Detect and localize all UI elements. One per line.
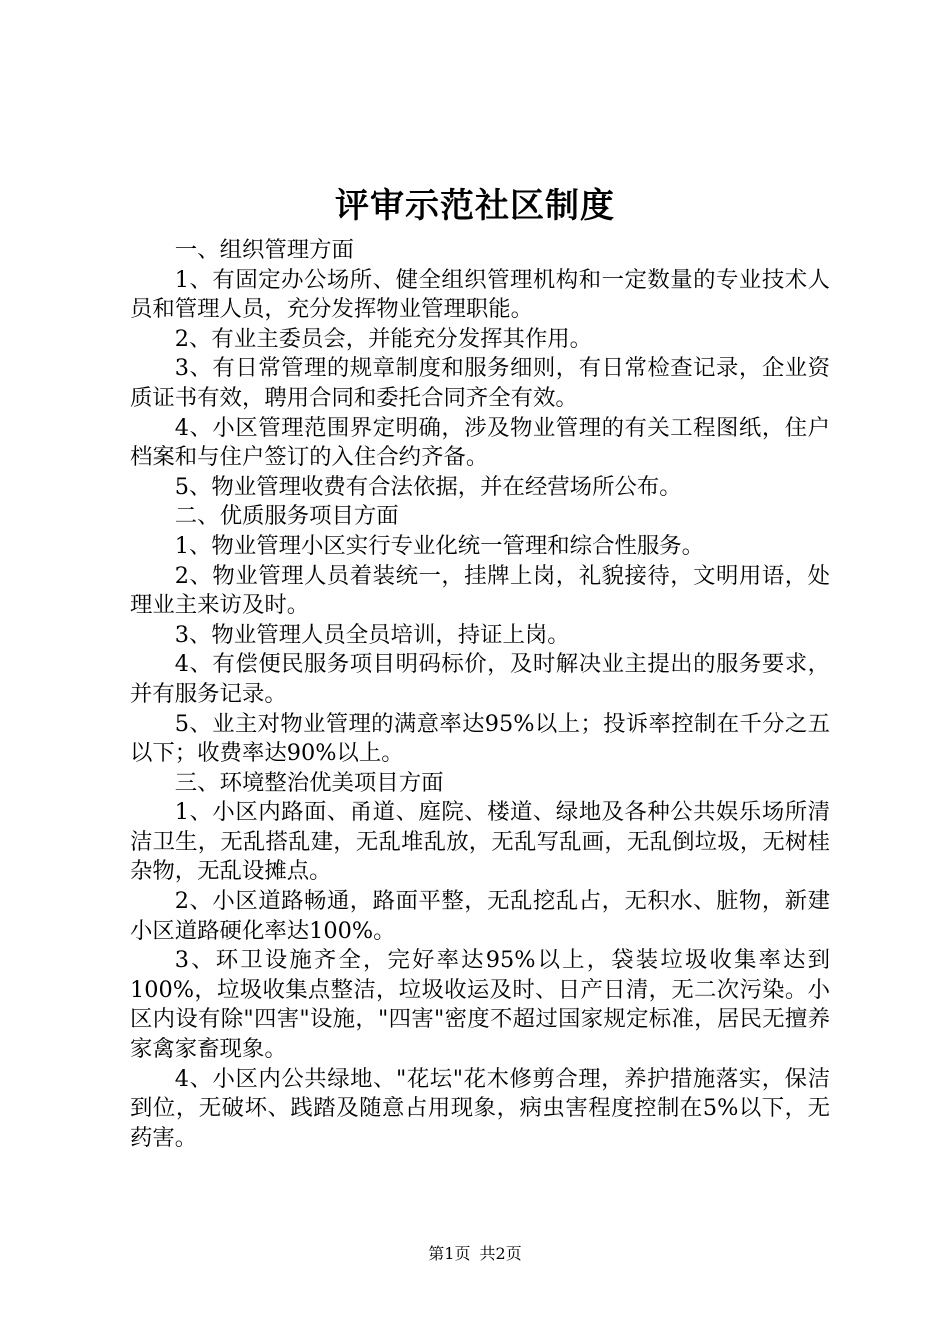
paragraph: 3、物业管理人员全员培训，持证上岗。	[174, 621, 570, 648]
section-heading-3: 三、环境整治优美项目方面	[174, 769, 444, 796]
document-body	[130, 236, 830, 1153]
paragraph: 4、有偿便民服务项目明码标价，及时解决业主提出的服务要求，并有服务记录。	[130, 651, 830, 707]
paragraph: 3、环卫设施齐全，完好率达95%以上，袋装垃圾收集率达到100%，垃圾收集点整洁，垃圾收运及时、日产日清，无二次污染。小区内设有除"四害"设施，"四害"密度不超过国家规定标准，居民无擅养家禽家畜现象。	[130, 947, 830, 1063]
section-heading-2: 二、优质服务项目方面	[174, 503, 399, 530]
paragraph: 1、物业管理小区实行专业化统一管理和综合性服务。	[174, 532, 705, 559]
paragraph: 2、物业管理人员着装统一，挂牌上岗，礼貌接待，文明用语，处理业主来访及时。	[130, 562, 830, 619]
paragraph: 2、有业主委员会，并能充分发挥其作用。	[174, 325, 593, 352]
paragraph: 5、物业管理收费有合法依据，并在经营场所公布。	[174, 473, 682, 500]
paragraph: 2、小区道路畅通，路面平整，无乱挖乱占，无积水、脏物，新建小区道路硬化率达100%。	[130, 888, 830, 944]
document-title: 评审示范社区制度	[335, 186, 615, 226]
paragraph: 1、小区内路面、甬道、庭院、楼道、绿地及各种公共娱乐场所清洁卫生，无乱搭乱建，无乱堆乱放，无乱写乱画，无乱倒垃圾，无树桂杂物，无乱设摊点。	[130, 799, 830, 885]
paragraph: 1、有固定办公场所、健全组织管理机构和一定数量的专业技术人员和管理人员，充分发挥物业管理职能。	[130, 266, 830, 323]
page-footer	[0, 1244, 950, 1264]
section-heading-1: 一、组织管理方面	[174, 237, 354, 263]
page-number: 第1页	[428, 1244, 471, 1263]
paragraph: 4、小区内公共绿地、"花坛"花木修剪合理，养护措施落实，保洁到位，无破坏、践踏及随意占用现象，病虫害程度控制在5%以下，无药害。	[130, 1065, 830, 1151]
page-total: 共2页	[479, 1244, 522, 1263]
paragraph: 5、业主对物业管理的满意率达95%以上；投诉率控制在千分之五以下；收费率达90%以上。	[130, 710, 830, 767]
paragraph: 4、小区管理范围界定明确，涉及物业管理的有关工程图纸，住户档案和与住户签订的入住合约齐备。	[130, 414, 830, 471]
paragraph: 3、有日常管理的规章制度和服务细则，有日常检查记录，企业资质证书有效，聘用合同和委托合同齐全有效。	[130, 355, 830, 411]
